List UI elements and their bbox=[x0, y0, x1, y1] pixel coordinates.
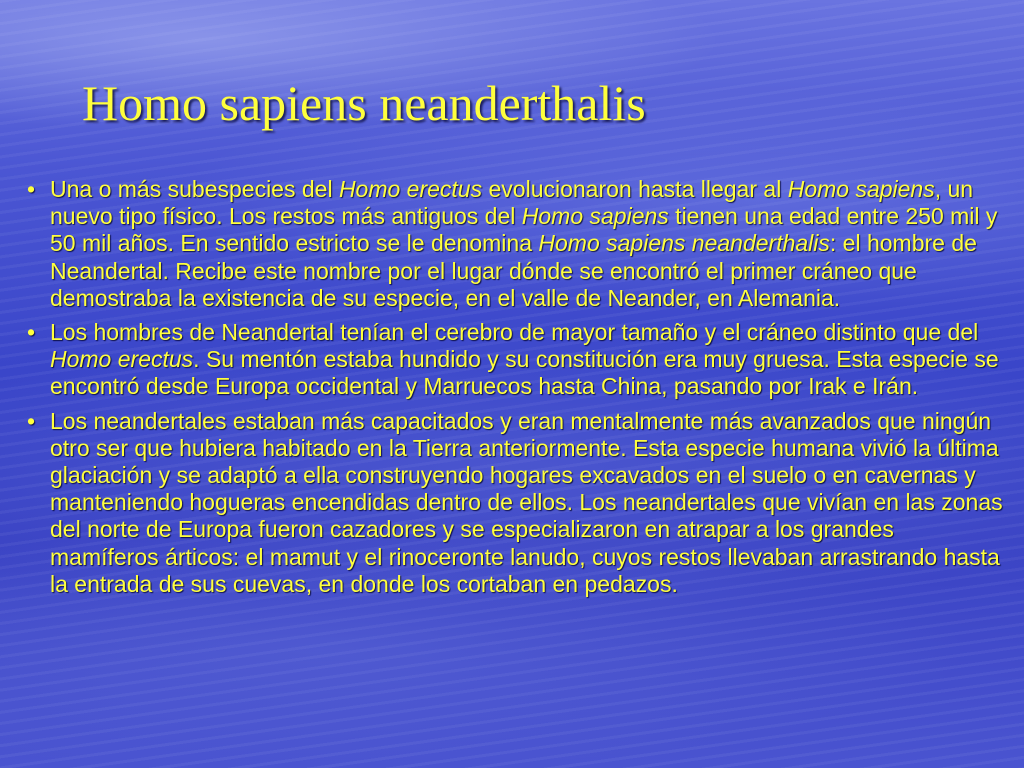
text-run: Los neandertales estaban más capacitados y eran mentalmente más avanzados que ningún otro ser que hubiera habitado en la Tierra anteriormente. Esta especie humana vivió la última glaciación y se adaptó a ella construyendo hogares excavados en el suelo o en cavernas y manteniendo hogueras encendidas dentro de ellos. Los neandertales que vivían en las zonas del norte de Europa fueron cazadores y se especializaron en atrapar a los grandes mamíferos árticos: el mamut y el rinoceronte lanudo, cuyos restos llevaban arrastrando hasta la entrada de sus cuevas, en donde los cortaban en pedazos. bbox=[50, 407, 1003, 597]
text-run: tienen una edad entre 250 mil y 50 mil años. En sentido estricto se le denomina bbox=[50, 203, 998, 257]
bullet-text bbox=[50, 319, 1007, 401]
bullet-text bbox=[50, 408, 1007, 598]
text-run: Los hombres de Neandertal tenían el cerebro de mayor tamaño y el cráneo distinto que del bbox=[50, 319, 979, 346]
text-run-italic: Homo erectus bbox=[338, 176, 483, 202]
text-run: Una o más subespecies del bbox=[50, 176, 339, 202]
text-run: : el hombre de Neandertal. Recibe este nombre por el lugar dónde se encontró el primer cráneo que demostraba la existencia de su especie, en el valle de Neander, en Alemania. bbox=[50, 230, 977, 311]
slide-title: Homo sapiens neanderthalis bbox=[82, 75, 646, 131]
bullet-text bbox=[50, 176, 1007, 312]
text-run-italic: Homo sapiens bbox=[521, 203, 669, 230]
text-run-italic: Homo sapiens neanderthalis bbox=[538, 230, 830, 257]
text-run: , un nuevo tipo físico. Los restos más antiguos del bbox=[50, 176, 974, 230]
text-run-italic: Homo sapiens bbox=[787, 176, 935, 202]
bullet-dot-icon: • bbox=[26, 319, 36, 346]
text-run: evolucionaron hasta llegar al bbox=[482, 176, 788, 202]
bullet-item bbox=[22, 176, 1007, 312]
bullet-item bbox=[22, 408, 1007, 598]
text-run-italic: Homo erectus bbox=[50, 346, 194, 373]
bullet-dot-icon: • bbox=[26, 176, 36, 202]
bullet-list bbox=[22, 176, 1007, 605]
bullet-item bbox=[22, 319, 1007, 401]
text-run: . Su mentón estaba hundido y su constitución era muy gruesa. Esta especie se encontró desde Europa occidental y Marruecos hasta China, pasando por Irak e Irán. bbox=[50, 346, 999, 400]
bullet-dot-icon: • bbox=[26, 407, 36, 434]
